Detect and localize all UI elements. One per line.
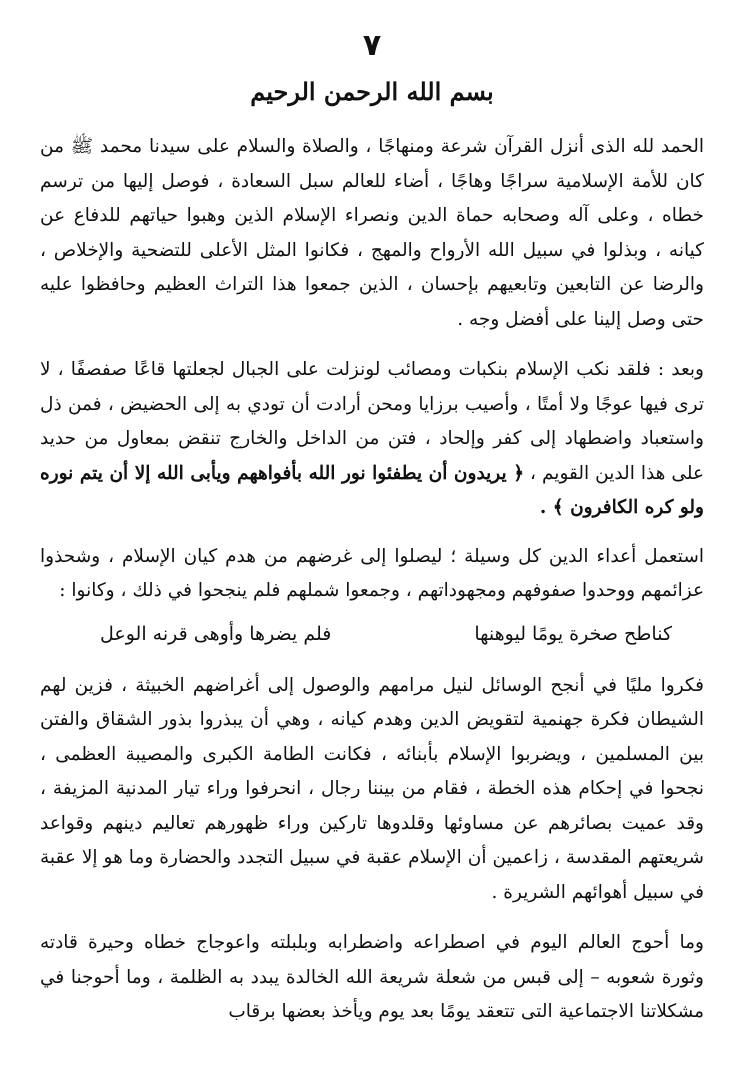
paragraph-intro	[40, 353, 704, 526]
page-number: ٧	[362, 28, 382, 63]
quran-verse: ﴿ يريدون أن يطفئوا نور الله بأفواههم ويأبى الله إلا أن يتم نوره ولو كره الكافرون ﴾ .	[40, 462, 704, 518]
poem-verse	[40, 617, 704, 651]
paragraph-praise: الحمد لله الذى أنزل القرآن شرعة ومنهاجًا ، والصلاة والسلام على سيدنا محمد ﷺ من كان للأمة الإسلامية سراجًا وهاجًا ، أضاء للعالم سبل السعادة ، فوصل إليها من ترسم خطاه ، وعلى آله وصحابه حماة الدين ونصراء الإسلام الذين وهبوا حياتهم للدفاع عن كيانه ، وبذلوا في سبيل الله الأرواح والمهج ، فكانوا المثل الأعلى للتضحية والإخلاص ، والرضا عن التابعين وتابعيهم بإحسان ، الذين جمعوا هذا التراث العظيم وحافظوا عليه حتى وصل إلينا على أفضل وجه .	[40, 136, 704, 330]
poem-hemistich-second: فلم يضرها وأوهى قرنه الوعل	[100, 622, 332, 645]
paragraph-enemies: استعمل أعداء الدين كل وسيلة ؛ ليصلوا إلى غرضهم من هدم كيان الإسلام ، وشحذوا عزائمهم ووحدوا صفوفهم ومجهوداتهم ، وجمعوا شملهم فلم ينجحوا في ذلك ، وكانوا :	[40, 545, 704, 601]
paragraph-plans: فكروا مليًا في أنجح الوسائل لنيل مرامهم والوصول إلى أغراضهم الخبيثة ، فزين لهم الشيطان فكرة جهنمية لتقويض الدين وهدم كيانه ، وهي أن يبذروا بذور الشقاق والفتن بين المسلمين ، ويضربوا الإسلام بأبنائه ، فكانت الطامة الكبرى والمصيبة العظمى ، نجحوا في إحكام هذه الخطة ، فقام من بيننا رجال ، انحرفوا وراء تيار المدنية المزيفة ، وقد عميت بصائرهم عن مساوئها وقلدوها تاركين وراء ظهورهم تعاليم دينهم وقواعد شريعتهم المقدسة ، زاعمين أن الإسلام عقبة في سبيل التجدد والحضارة وما هو إلا عقبة في سبيل أهوائهم الشريرة .	[40, 674, 704, 903]
poem-hemistich-first: كناطح صخرة يومًا ليوهنها	[474, 622, 672, 645]
paragraph-intro-text: وبعد : فلقد نكب الإسلام بنكبات ومصائب لونزلت على الجبال لجعلتها قاعًا صفصفًا ، لا ترى فيها عوجًا ولا أمتًا ، وأصيب برزايا ومحن أرادت أن تودي به إلى الحضيض ، فمن ذل واستعباد واضطهاد إلى كفر وإلحاد ، فتن من الداخل والخارج تنقض بمعاول من حديد على هذا الدين القويم ،	[40, 359, 704, 484]
page-heading: بسم الله الرحمن الرحيم	[250, 77, 494, 106]
paragraph-need: وما أحوج العالم اليوم في اصطراعه واضطرابه وبلبلته واعوجاج خطاه وحيرة قادته وثورة شعوبه – إلى قبس من شعلة شريعة الله الخالدة يبدد به الظلمة ، وما أحوجنا في مشكلاتنا الاجتماعية التى تتعقد يومًا بعد يوم ويأخذ بعضها برقاب	[40, 932, 704, 1022]
